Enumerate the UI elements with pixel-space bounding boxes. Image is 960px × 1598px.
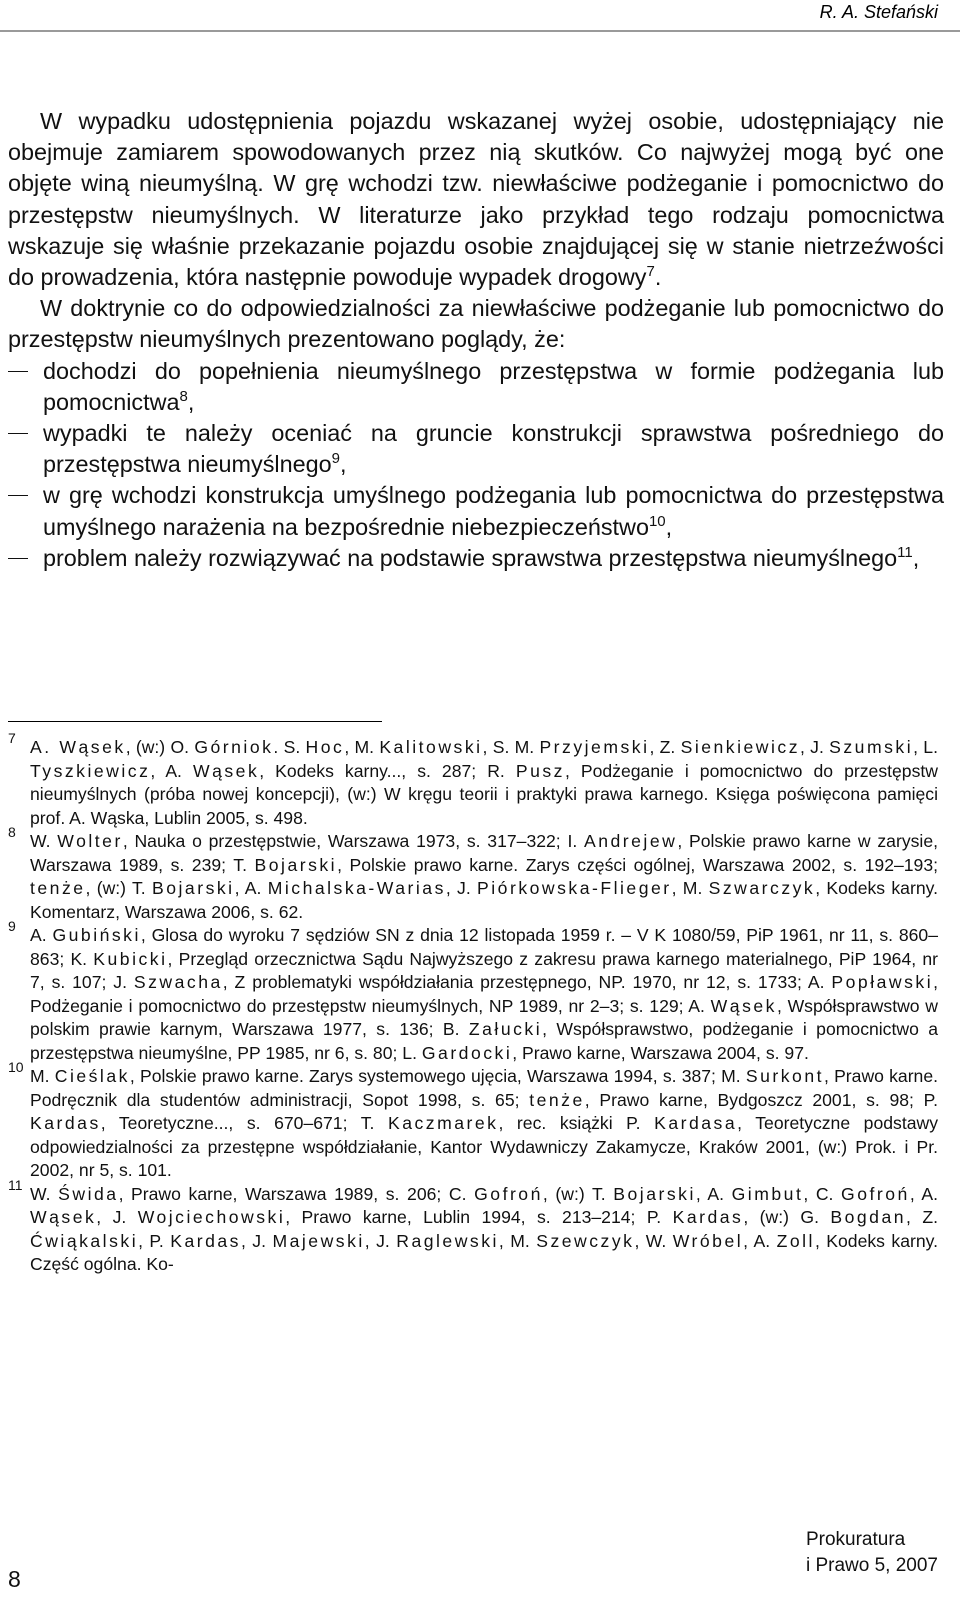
author-name: Bojarski (254, 854, 338, 875)
citation-text: , S. M. (482, 737, 540, 757)
citation-text: , J. (800, 737, 830, 757)
citation-text: , Kodeks karny. Część ogólna. Ko- (30, 1230, 939, 1274)
citation-text: , J. (96, 1207, 138, 1227)
footnote-ref-8[interactable]: 8 (179, 387, 188, 405)
citation-text: W. (30, 831, 58, 851)
list-item-text: w grę wchodzi konstrukcja umyślnego podżegania lub pomocnictwa do przestępstwa umyślnego narażenia na bezpośrednie niebezpieczeństwo (43, 482, 944, 540)
citation-text: , Prawo karne, Warszawa 2004, s. 97. (512, 1042, 809, 1063)
citation-text: , Z. (906, 1207, 938, 1227)
author-name: Ćwiąkalski (30, 1230, 139, 1251)
author-name: Andrejew (583, 831, 678, 851)
list-item (8, 480, 944, 542)
footnote-11 (8, 1176, 939, 1277)
citation-text: , A. (150, 760, 193, 781)
author-name: Raglewski (396, 1230, 499, 1251)
citation-text: , Przegląd orzecznictwa Sądu Najwyższego z zakresu prawa karnego materialnego, PiP 1964, nr 7, s. 107; J. (30, 948, 938, 992)
author-name: Wojciechowski (137, 1207, 286, 1227)
citation-text: , Podżeganie i pomocnictwo do przestępstw nieumyślnych, NP 1989, nr 2–3; s. 129; A. (30, 972, 938, 1016)
paragraph-1 (8, 106, 944, 293)
footnote-ref-7[interactable]: 7 (646, 263, 655, 281)
citation-text: , A. (234, 878, 268, 898)
author-name: Kardas (672, 1207, 744, 1227)
author-name: Gubiński (52, 925, 141, 945)
citation-text: , Współsprawstwo, podżeganie i pomocnictwo a przestępstwa nieumyślne, PP 1985, nr 6, s. 80; L. (30, 1019, 938, 1063)
citation-text: , M. (671, 878, 709, 898)
citation-text: , Z. (649, 737, 681, 757)
author-name: Wąsek (192, 760, 260, 781)
author-name: Hoc (305, 737, 345, 757)
citation-text: , Prawo karne, Lublin 1994, s. 213–214; P. (285, 1207, 673, 1227)
list-item-text: problem należy rozwiązywać na podstawie sprawstwa przestępstwa nieumyślnego (43, 544, 898, 571)
list-item (8, 356, 944, 418)
author-name: Wolter (57, 831, 123, 851)
footnote-ref-11[interactable]: 11 (897, 543, 913, 561)
citation-text: , J. (364, 1230, 397, 1251)
citation-text: A. (30, 925, 53, 945)
paragraph-2 (8, 293, 944, 355)
dash-bullet (8, 558, 28, 559)
citation-text: , Nauka o przestępstwie, Warszawa 1973, s. 317–322; I. (122, 831, 584, 851)
citation-text: , Prawo karne, Bydgoszcz 2001, s. 98; P. (584, 1089, 938, 1110)
list-item-end: , (339, 451, 347, 478)
citation-text: , Polskie prawo karne w zarysie, Warszawa 1989, s. 239; T. (30, 831, 939, 875)
header-divider (0, 30, 960, 32)
citation-text: , J. (240, 1230, 273, 1251)
author-name: Świda (58, 1183, 119, 1204)
citation-text: , Kodeks karny..., s. 287; R. (259, 760, 516, 781)
citation-text: , P. (138, 1230, 171, 1251)
citation-text: , Prawo karne. Podręcznik dla studentów administracji, Sopot 1998, s. 65; (30, 1066, 939, 1110)
author-name: Bojarski (152, 878, 235, 898)
author-name: Gimbut (731, 1183, 804, 1204)
paragraph-1-end: . (654, 264, 662, 291)
author-name: Górniok (194, 737, 274, 757)
footnote-ref-9[interactable]: 9 (331, 450, 340, 468)
citation-text: , M. (498, 1230, 537, 1251)
author-name: Sienkiewicz (680, 737, 800, 757)
journal-title: Prokuratura (805, 1529, 906, 1550)
author-name: Kubicki (93, 948, 168, 969)
author-name: Michalska-Warias (267, 878, 446, 898)
author-name: Gofroń (841, 1183, 910, 1204)
author-name: Szwacha (133, 972, 223, 992)
author-name: Kaczmarek (387, 1113, 499, 1133)
author-name: Surkont (745, 1066, 824, 1086)
author-name: Majewski (272, 1230, 365, 1251)
paragraph-1-text: W wypadku udostępnienia pojazdu wskazanej wyżej osobie, udostępniający nie obejmuje zamiarem spowodowanych przez nią skutków. Co najwyżej mogą być one objęte winą nieumyślną. W grę wchodzi tzw. niewłaściwe podżeganie i pomocnictwo do przestępstw nieumyślnych. W literaturze jako przykład tego rodzaju pomocnictwa wskazuje się właśnie przekazanie pojazdu osobie znajdującej się w stanie nietrzeźwości do prowadzenia, która następnie powoduje wypadek drogowy (8, 108, 944, 291)
citation-text: , Teoretyczne podstawy odpowiedzialności za przestępne współdziałanie, Kantor Wydawniczy Zakamycze, Kraków 2001, (w:) Prok. i Pr. 2002, nr 5, s. 101. (30, 1113, 939, 1180)
citation-text: , M. (344, 737, 380, 757)
author-name: Bojarski (613, 1183, 696, 1204)
list-item-text: wypadki te należy oceniać na gruncie konstrukcji sprawstwa pośredniego do przestępstwa nieumyślnego (43, 420, 944, 478)
author-name: Wąsek (710, 995, 777, 1016)
author-name: Gardocki (421, 1042, 513, 1063)
citation-text: , Glosa do wyroku 7 sędziów SN z dnia 12 listopada 1959 r. – V K 1080/59, PiP 1961, nr 11, s. 860–863; K. (30, 925, 939, 969)
citation-text: , Prawo karne, Warszawa 1989, s. 206; C. (118, 1183, 475, 1204)
views-list (8, 356, 944, 574)
citation-text: , C. (803, 1183, 842, 1204)
footnote-10 (8, 1059, 939, 1183)
footnote-number: 8 (8, 824, 16, 840)
dash-bullet (8, 433, 28, 434)
citation-text: , Kodeks karny. Komentarz, Warszawa 2006, s. 62. (30, 878, 938, 922)
list-item-end: , (665, 513, 673, 540)
citation-text: , J. (445, 878, 478, 898)
running-header-author: R. A. Stefański (819, 2, 938, 22)
citation-text: , Współsprawstwo w polskim prawie karnym, Warszawa 1977, s. 136; B. (30, 995, 939, 1039)
author-name: Popławski (831, 972, 934, 992)
footnote-number: 7 (8, 730, 16, 746)
citation-text: , W. (634, 1230, 673, 1251)
author-name: Tyszkiewicz (30, 760, 151, 781)
author-name: Wróbel (672, 1230, 744, 1251)
author-name: Wąsek (30, 1207, 97, 1227)
footnote-ref-10[interactable]: 10 (648, 512, 666, 530)
author-name: Kardas (30, 1113, 101, 1133)
citation-text: , (w:) T. (542, 1183, 614, 1204)
author-name: Piórkowska-Flieger (477, 878, 672, 898)
author-name: Szewczyk (536, 1230, 635, 1251)
footnote-number: 9 (8, 918, 16, 934)
list-item (8, 543, 944, 574)
citation-text: , A. (743, 1230, 777, 1251)
author-name: A. Wąsek (30, 737, 126, 757)
author-name: tenże (30, 878, 86, 898)
footnote-number: 10 (8, 1059, 24, 1075)
footnotes (8, 730, 939, 1277)
footnote-8 (8, 824, 939, 924)
footnote-number: 11 (8, 1176, 23, 1193)
author-name: Zoll (776, 1230, 815, 1251)
citation-text: , Polskie prawo karne. Zarys systemowego ujęcia, Warszawa 1994, s. 387; M. (129, 1066, 746, 1086)
list-item-end: , (912, 544, 920, 571)
author-name: Kardasa (654, 1113, 738, 1133)
dash-bullet (8, 495, 28, 496)
author-name: Bogdan (830, 1207, 907, 1227)
author-name: Przyjemski (539, 737, 650, 757)
paragraph-2-text: W doktrynie co do odpowiedzialności za niewłaściwe podżeganie lub pomocnictwo do przestępstw nieumyślnych prezentowano poglądy, że: (8, 295, 944, 353)
citation-text: , Polskie prawo karne. Zarys części ogólnej, Warszawa 2002, s. 192–193; (337, 854, 939, 875)
footnote-7 (8, 730, 938, 830)
author-name: Załucki (468, 1019, 543, 1039)
author-name: Gofroń (474, 1183, 543, 1204)
citation-text: . S. (273, 737, 306, 757)
citation-text: , Teoretyczne..., s. 670–671; T. (100, 1113, 388, 1133)
journal-name (806, 1527, 938, 1579)
citation-text: , L. (913, 737, 938, 757)
author-name: Szwarczyk (708, 878, 816, 898)
citation-text: M. (30, 1066, 55, 1086)
citation-text: W. (30, 1183, 59, 1204)
citation-text: , Z problematyki współdziałania przestępnego, NP. 1970, nr 12, s. 1733; A. (222, 972, 832, 992)
author-name: Cieślak (54, 1066, 130, 1086)
author-name: Szumski (829, 737, 914, 757)
author-name: Kalitowski (379, 737, 483, 757)
dash-bullet (8, 371, 28, 372)
footnote-separator (8, 721, 382, 722)
citation-text: , (w:) G. (743, 1207, 831, 1227)
author-name: Kardas (170, 1230, 241, 1251)
list-item-end: , (187, 388, 195, 415)
citation-text: , Podżeganie i pomocnictwo do przestępstw nieumyślnych (próba nowej koncepcji), (w:) W kręgu teorii i praktyki prawa karnego. Księga poświęcona pamięci prof. A. Wąska, Lublin 2005, s. 498. (30, 760, 938, 828)
author-name: Pusz (515, 760, 565, 781)
journal-issue: i Prawo 5, 2007 (805, 1555, 938, 1576)
citation-text: , (w:) T. (85, 878, 152, 898)
list-item (8, 418, 944, 480)
main-text (8, 106, 944, 574)
citation-text: , rec. książki P. (498, 1113, 655, 1133)
citation-text: , A. (695, 1183, 732, 1204)
citation-text: , (w:) O. (125, 737, 195, 757)
citation-text: , A. (909, 1183, 938, 1204)
page-number: 8 (8, 1566, 21, 1592)
author-name: tenże (529, 1089, 585, 1110)
footnote-9 (8, 918, 939, 1065)
list-item-text: dochodzi do popełnienia nieumyślnego przestępstwa w formie podżegania lub pomocnictwa (43, 357, 944, 415)
